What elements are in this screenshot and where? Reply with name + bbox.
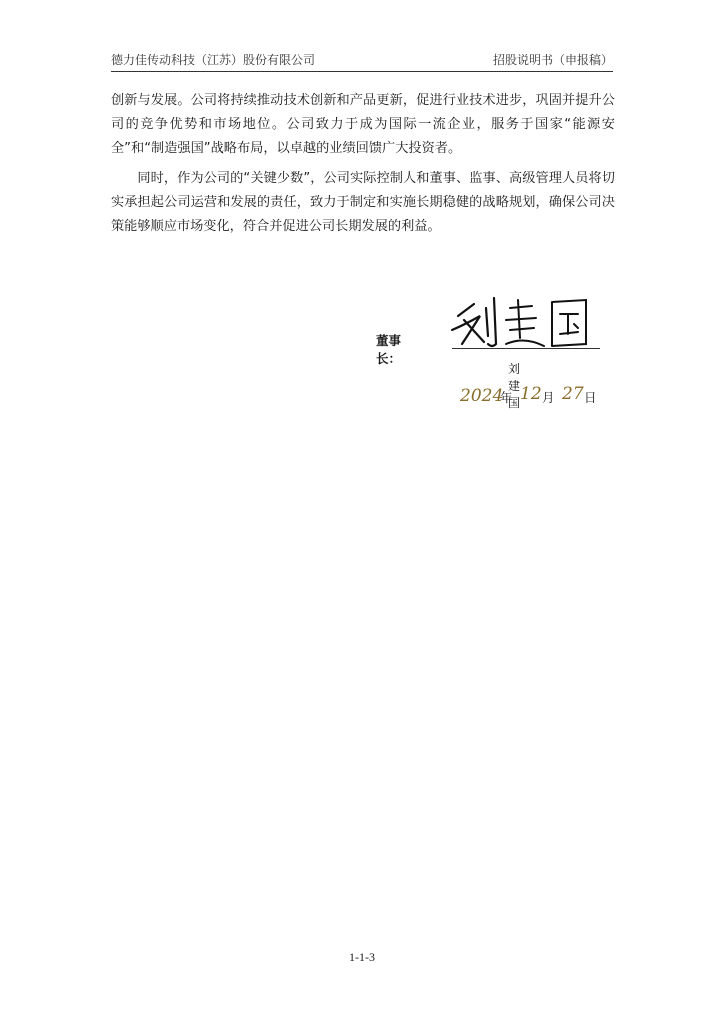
page-number: 1-1-3 — [349, 950, 375, 964]
day-unit: 日 — [584, 390, 597, 405]
header-company-name: 德力佳传动科技（江苏）股份有限公司 — [111, 53, 316, 67]
handwritten-signature-icon — [440, 286, 600, 356]
chairman-label: 董事长： — [376, 333, 402, 366]
signer-name: 刘建国 — [508, 362, 521, 410]
paragraph-1: 创新与发展。公司将持续推动技术创新和产品更新，促进行业技术进步，巩固并提升公司的竞争优势和市场地位。公司致力于成为国际一流企业，服务于国家“能源安全”和“制造强国”战略布局，以卓越的业绩回馈广大投资者。 — [111, 93, 615, 156]
page-header — [111, 51, 613, 72]
body-text — [111, 89, 615, 245]
paragraph-2: 同时，作为公司的“关键少数”，公司实际控制人和董事、监事、高级管理人员将切实承担起公司运营和发展的责任，致力于制定和实施长期稳健的战略规划，确保公司决策能够顺应市场变化，符合并促进公司长期发展的利益。 — [111, 171, 615, 234]
date-day: 27 — [562, 384, 584, 404]
signature-date — [460, 380, 610, 412]
signature-line — [452, 348, 600, 349]
month-unit: 月 — [542, 390, 555, 405]
date-year: 2024 — [460, 386, 504, 406]
date-month: 12 — [520, 384, 542, 404]
year-unit: 年 — [500, 390, 513, 405]
header-document-title: 招股说明书（申报稿） — [492, 53, 613, 67]
